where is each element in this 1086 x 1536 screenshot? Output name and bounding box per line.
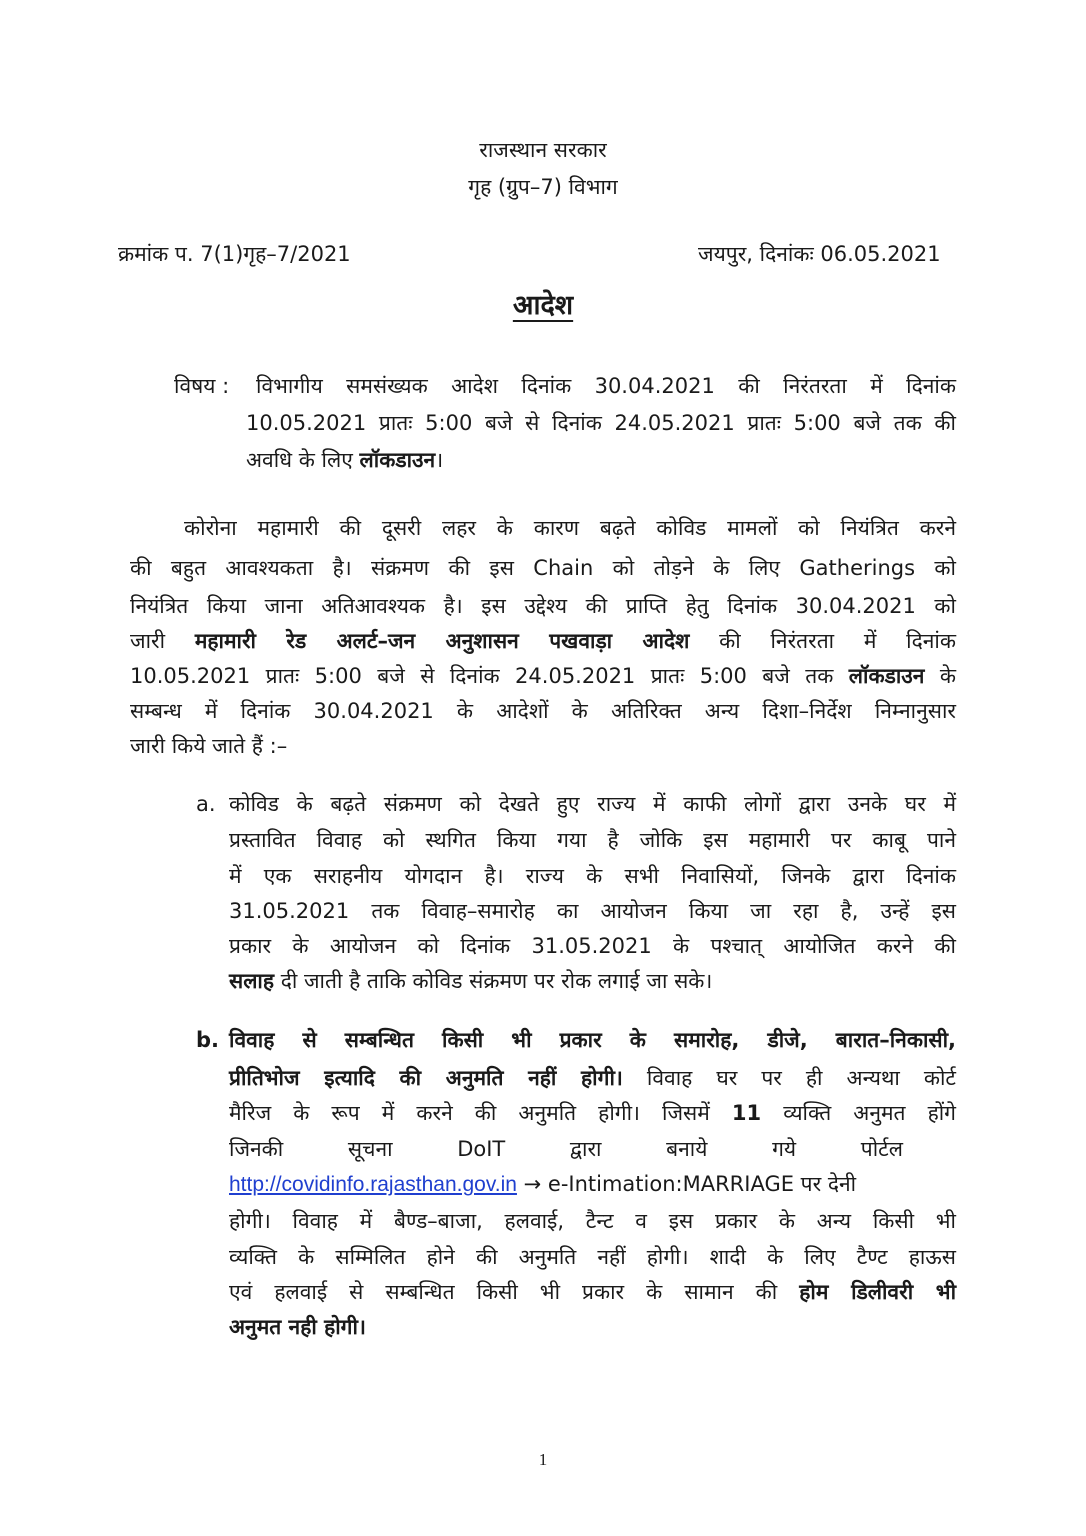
item-a-line-1: कोविड के बढ़ते संक्रमण को देखते हुए राज्य में काफी लोगों द्वारा उनके घर में	[229, 792, 956, 816]
portal-link[interactable]: http://covidinfo.rajasthan.gov.in	[229, 1173, 517, 1196]
intro-line-6: सम्बन्ध में दिनांक 30.04.2021 के आदेशों के अतिरिक्त अन्य दिशा–निर्देश निम्नानुसार	[130, 699, 956, 723]
intro-line-7: जारी किये जाते हैं :–	[130, 734, 288, 758]
item-b-line-2: प्रीतिभोज इत्यादि की अनुमति नहीं होगी। विवाह घर पर ही अन्यथा कोर्ट	[229, 1066, 956, 1090]
item-b-line-8: एवं हलवाई से सम्बन्धित किसी भी प्रकार के सामान की होम डिलीवरी भी	[229, 1280, 957, 1304]
intro-line-4: जारी महामारी रेड अलर्ट–जन अनुशासन पखवाड़ा आदेश की निरंतरता में दिनांक	[130, 629, 956, 653]
page-title: आदेश	[512, 290, 574, 321]
subject-label: विषय :	[174, 374, 230, 398]
item-b-line-4: जिनकी सूचना DoIT द्वारा बनाये गये पोर्टल	[229, 1137, 903, 1161]
place-date: जयपुर, दिनांकः 06.05.2021	[698, 242, 941, 266]
item-a-line-2: प्रस्तावित विवाह को स्थगित किया गया है जोकि इस महामारी पर काबू पाने	[229, 828, 956, 852]
item-a-line-6: सलाह दी जाती है ताकि कोविड संक्रमण पर रोक लगाई जा सके।	[229, 969, 713, 993]
intro-line-5: 10.05.2021 प्रातः 5:00 बजे से दिनांक 24.05.2021 प्रातः 5:00 बजे तक लॉकडाउन के	[130, 664, 956, 688]
item-a-line-5: प्रकार के आयोजन को दिनांक 31.05.2021 के पश्चात् आयोजित करने की	[229, 934, 956, 958]
reference-number: क्रमांक प. 7(1)गृह–7/2021	[118, 242, 351, 266]
item-a-line-4: 31.05.2021 तक विवाह–समारोह का आयोजन किया जा रहा है, उन्हें इस	[229, 899, 956, 923]
subject-line-1: विभागीय समसंख्यक आदेश दिनांक 30.04.2021 की निरंतरता में दिनांक	[256, 374, 956, 398]
header-department: गृह (ग्रुप–7) विभाग	[468, 175, 618, 199]
item-b-marker: b.	[196, 1028, 220, 1052]
item-b-line-9: अनुमत नही होगी।	[229, 1315, 366, 1339]
item-b-line-7: व्यक्ति के सम्मिलित होने की अनुमति नहीं होगी। शादी के लिए टैण्ट हाऊस	[229, 1245, 956, 1269]
subject-line-2: 10.05.2021 प्रातः 5:00 बजे से दिनांक 24.05.2021 प्रातः 5:00 बजे तक की	[246, 411, 956, 435]
item-a-line-3: में एक सराहनीय योगदान है। राज्य के सभी निवासियों, जिनके द्वारा दिनांक	[229, 864, 956, 888]
item-b-line-1: विवाह से सम्बन्धित किसी भी प्रकार के समारोह, डीजे, बारात–निकासी,	[229, 1028, 956, 1052]
item-a-marker: a.	[196, 792, 216, 816]
item-b-line-6: होगी। विवाह में बैण्ड–बाजा, हलवाई, टैन्ट व इस प्रकार के अन्य किसी भी	[229, 1209, 956, 1233]
intro-line-3: नियंत्रित किया जाना अतिआवश्यक है। इस उद्देश्य की प्राप्ति हेतु दिनांक 30.04.2021 को	[130, 594, 956, 618]
intro-line-2: की बहुत आवश्यकता है। संक्रमण की इस Chain को तोड़ने के लिए Gatherings को	[130, 556, 956, 580]
subject-line-3: अवधि के लिए लॉकडाउन।	[246, 448, 444, 472]
item-b-line-5: http://covidinfo.rajasthan.gov.in → e-Intimation:MARRIAGE पर देनी	[229, 1172, 857, 1196]
header-government: राजस्थान सरकार	[479, 138, 607, 162]
item-b-line-3: मैरिज के रूप में करने की अनुमति होगी। जिसमें 11 व्यक्ति अनुमत होंगे	[229, 1101, 956, 1125]
intro-line-1: कोरोना महामारी की दूसरी लहर के कारण बढ़ते कोविड मामलों को नियंत्रित करने	[184, 516, 956, 540]
page-number: 1	[538, 1450, 548, 1469]
